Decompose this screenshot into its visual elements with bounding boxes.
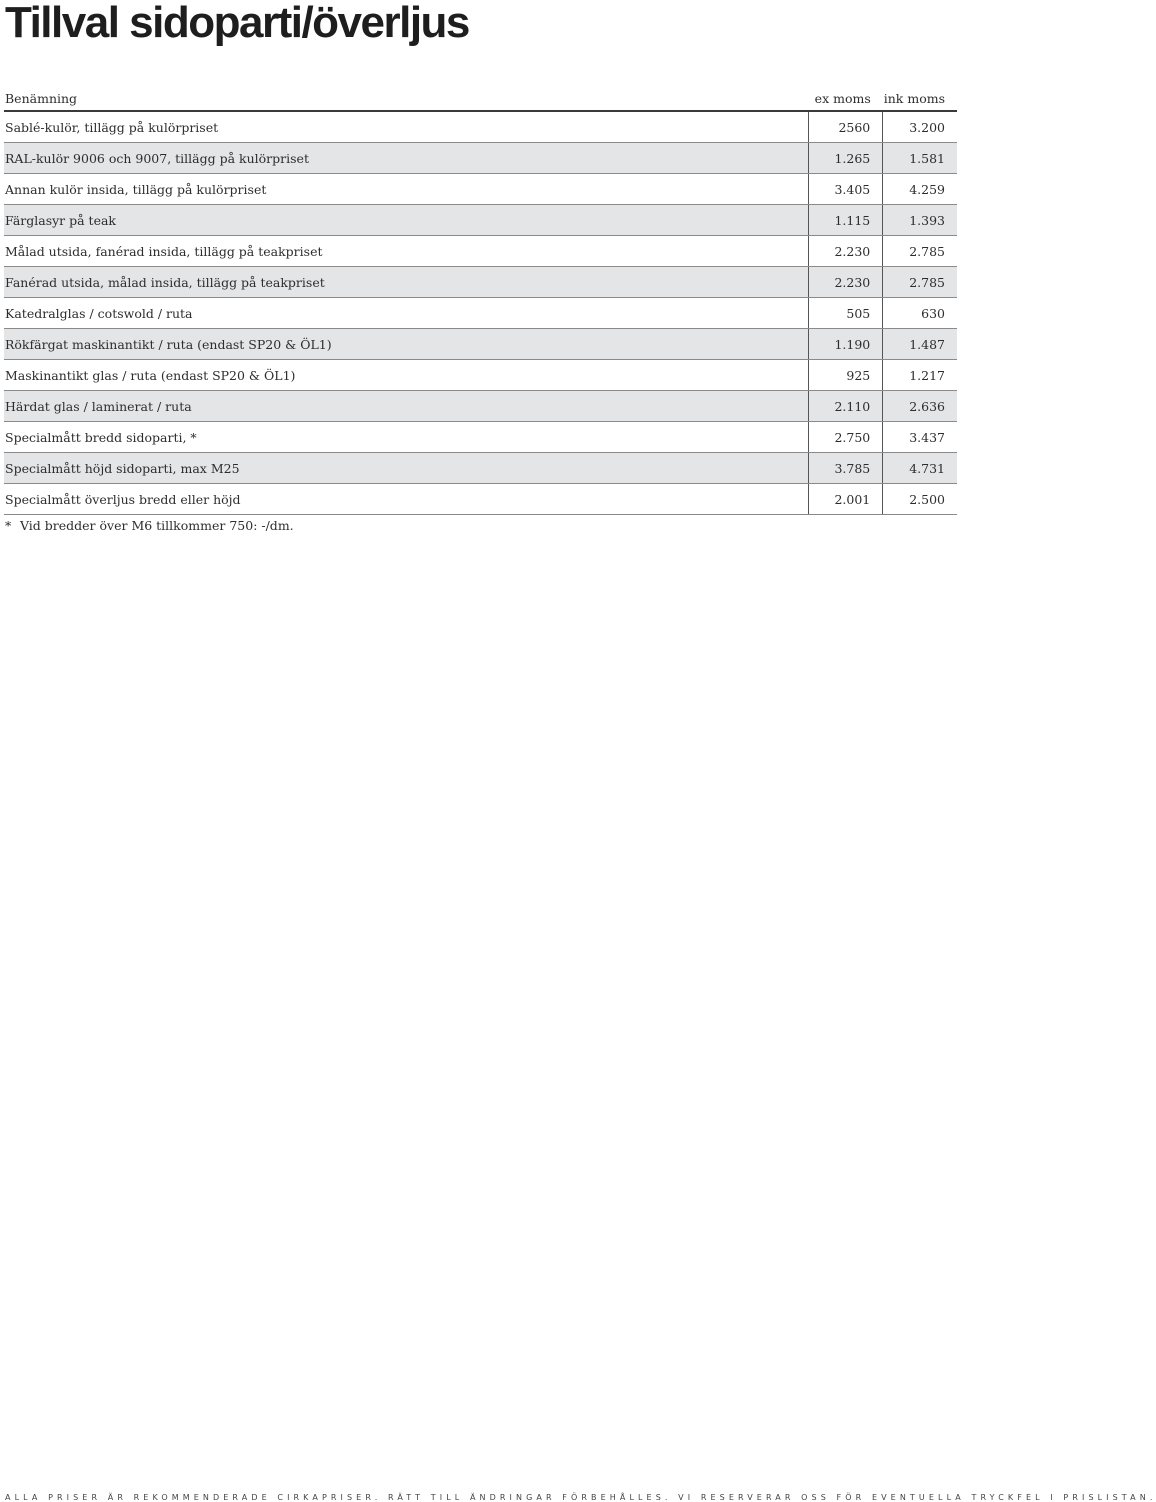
table-row [4, 453, 957, 484]
cell-ex-moms: 925 [809, 360, 883, 391]
cell-name: Färglasyr på teak [4, 205, 809, 236]
cell-ex-moms: 505 [809, 298, 883, 329]
cell-name: Fanérad utsida, målad insida, tillägg på teakpriset [4, 267, 809, 298]
cell-ex-moms: 3.405 [809, 174, 883, 205]
cell-ex-moms: 1.265 [809, 143, 883, 174]
table-row [4, 422, 957, 453]
cell-name: Katedralglas / cotswold / ruta [4, 298, 809, 329]
cell-ex-moms: 1.115 [809, 205, 883, 236]
table-row [4, 111, 957, 143]
cell-ink-moms: 4.731 [883, 453, 957, 484]
cell-ink-moms: 2.500 [883, 484, 957, 515]
footer-disclaimer: ALLA PRISER ÄR REKOMMENDERADE CIRKAPRISER. RÄTT TILL ÄNDRINGAR FÖRBEHÅLLES. VI RESERVERAR OSS FÖR EVENTUELLA TRYCKFEL I PRISLISTAN. [5, 1493, 1156, 1502]
table-body [4, 111, 957, 515]
cell-ink-moms: 1.487 [883, 329, 957, 360]
header-row [4, 86, 957, 111]
cell-ink-moms: 2.785 [883, 267, 957, 298]
header-ex-moms: ex moms [809, 86, 883, 111]
cell-ink-moms: 2.785 [883, 236, 957, 267]
cell-ex-moms: 2.750 [809, 422, 883, 453]
cell-ex-moms: 2560 [809, 111, 883, 143]
table-row [4, 298, 957, 329]
table-header [4, 86, 957, 111]
cell-ink-moms: 630 [883, 298, 957, 329]
cell-name: Härdat glas / laminerat / ruta [4, 391, 809, 422]
cell-name: Annan kulör insida, tillägg på kulörpriset [4, 174, 809, 205]
header-name: Benämning [4, 86, 809, 111]
footnote-text: Vid bredder över M6 tillkommer 750: -/dm. [20, 518, 294, 533]
table-row [4, 484, 957, 515]
cell-ink-moms: 4.259 [883, 174, 957, 205]
cell-ink-moms: 1.217 [883, 360, 957, 391]
table-row [4, 174, 957, 205]
cell-name: RAL-kulör 9006 och 9007, tillägg på kulörpriset [4, 143, 809, 174]
price-table [4, 86, 957, 515]
header-ink-moms: ink moms [883, 86, 957, 111]
cell-name: Specialmått höjd sidoparti, max M25 [4, 453, 809, 484]
table-row [4, 360, 957, 391]
cell-ex-moms: 2.230 [809, 267, 883, 298]
table-row [4, 329, 957, 360]
cell-ex-moms: 2.110 [809, 391, 883, 422]
cell-name: Maskinantikt glas / ruta (endast SP20 & ÖL1) [4, 360, 809, 391]
page-title: Tillval sidoparti/överljus [5, 0, 469, 47]
cell-name: Specialmått överljus bredd eller höjd [4, 484, 809, 515]
table-row [4, 205, 957, 236]
table-row [4, 143, 957, 174]
footnote [5, 518, 294, 533]
cell-name: Rökfärgat maskinantikt / ruta (endast SP20 & ÖL1) [4, 329, 809, 360]
cell-name: Specialmått bredd sidoparti, * [4, 422, 809, 453]
cell-ink-moms: 3.200 [883, 111, 957, 143]
table-row [4, 236, 957, 267]
cell-ex-moms: 2.001 [809, 484, 883, 515]
cell-ex-moms: 2.230 [809, 236, 883, 267]
cell-ex-moms: 3.785 [809, 453, 883, 484]
cell-ink-moms: 1.581 [883, 143, 957, 174]
table-row [4, 391, 957, 422]
cell-ink-moms: 3.437 [883, 422, 957, 453]
cell-ink-moms: 1.393 [883, 205, 957, 236]
footnote-marker: * [5, 518, 12, 533]
cell-name: Målad utsida, fanérad insida, tillägg på teakpriset [4, 236, 809, 267]
cell-ink-moms: 2.636 [883, 391, 957, 422]
cell-ex-moms: 1.190 [809, 329, 883, 360]
cell-name: Sablé-kulör, tillägg på kulörpriset [4, 111, 809, 143]
table-row [4, 267, 957, 298]
